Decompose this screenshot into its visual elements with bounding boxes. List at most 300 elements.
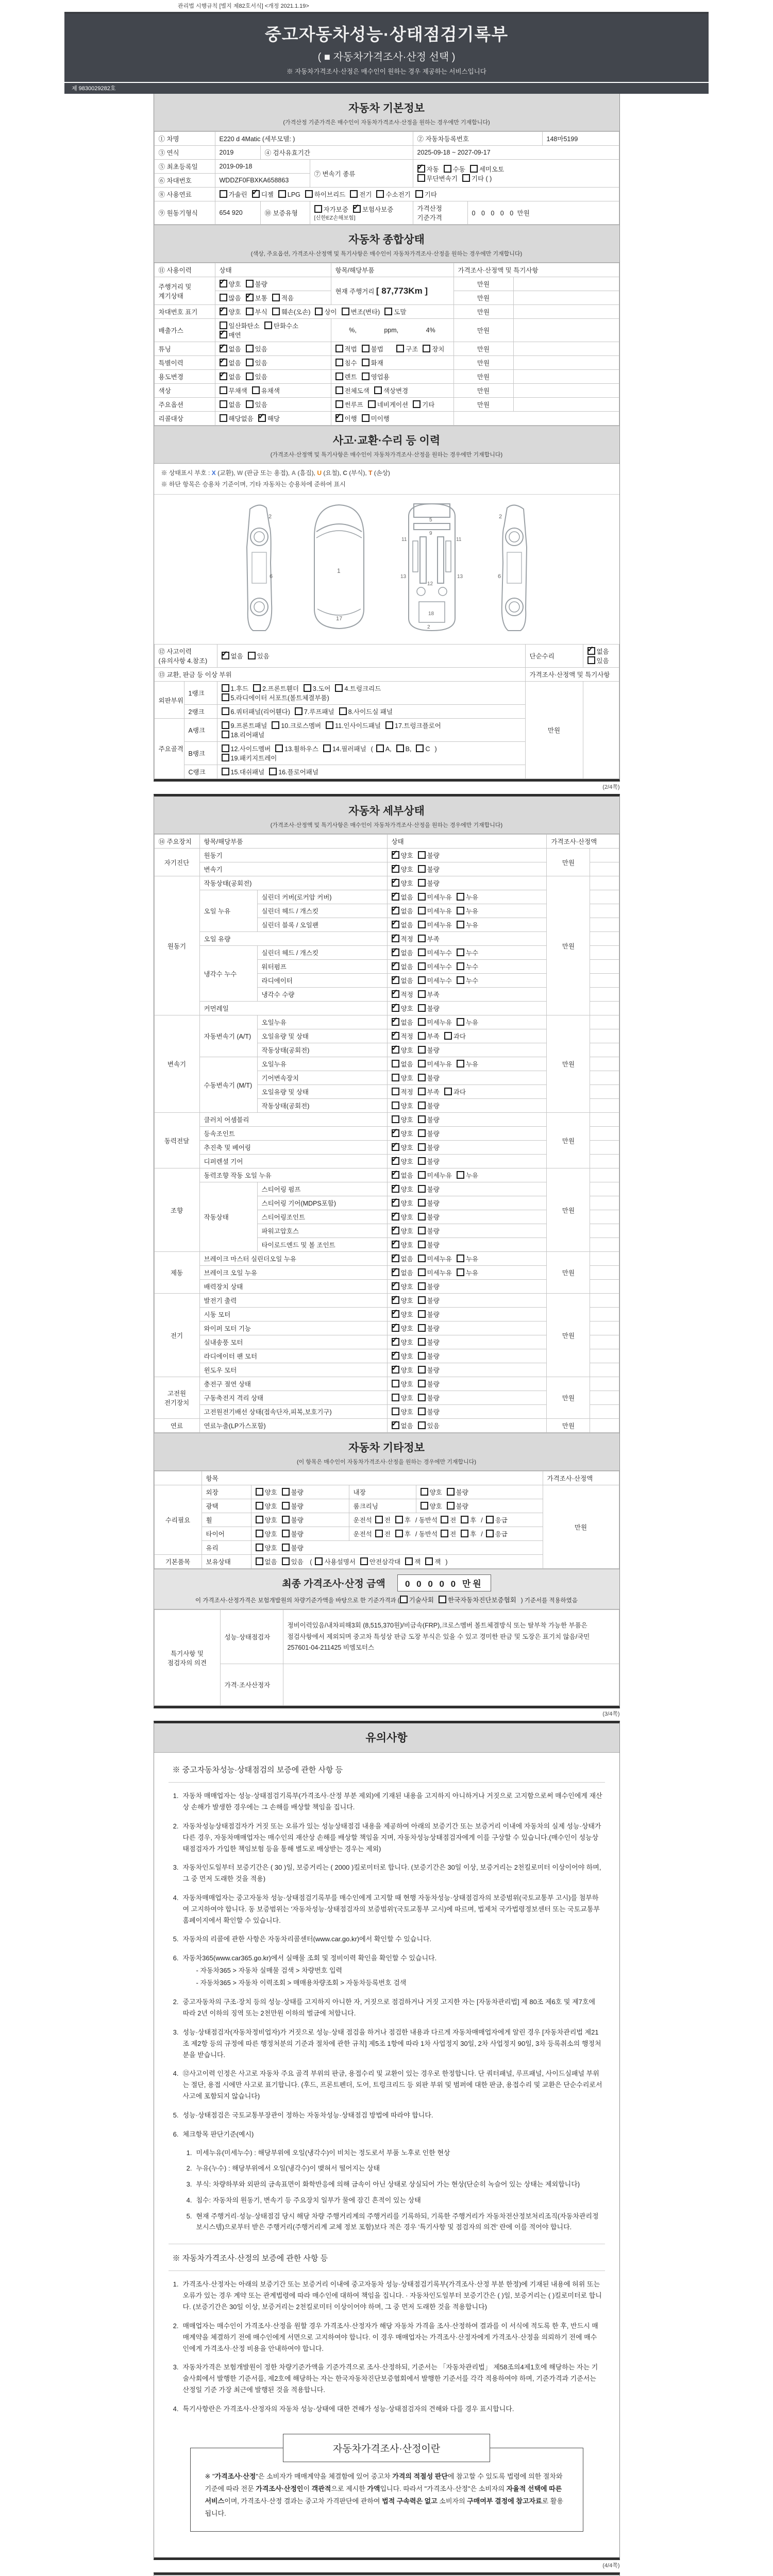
emission-values: %, ppm, 4%	[349, 327, 435, 334]
option-label: 양호	[264, 1517, 277, 1524]
section-title: 자동차 기타정보	[348, 1442, 425, 1454]
check-option	[457, 1059, 478, 1069]
check-option	[418, 1059, 452, 1069]
rank-parts	[217, 765, 525, 779]
item-label: 외장	[201, 1485, 251, 1499]
option-label: 색상변경	[383, 387, 409, 395]
checkbox-icon	[418, 1213, 426, 1221]
checkbox-icon	[342, 308, 349, 315]
diagram-underbody	[398, 501, 465, 635]
check-option	[444, 1087, 466, 1096]
item-cell	[331, 319, 453, 342]
field-label: ② 자동차등록번호	[413, 132, 542, 146]
checkbox-icon	[392, 1171, 399, 1179]
check-option	[418, 934, 440, 943]
check-option	[295, 707, 334, 716]
svg-text:5: 5	[429, 517, 432, 523]
state-checks	[387, 1280, 547, 1294]
item-label: 브레이크 오일 누유	[199, 1266, 387, 1280]
note-cell	[590, 960, 619, 974]
check-option	[392, 948, 413, 957]
checkbox-icon	[385, 721, 393, 729]
svg-text:2: 2	[427, 624, 430, 631]
checkbox-icon	[392, 1227, 399, 1234]
option-label: 15.대쉬패널	[230, 769, 265, 776]
option-label: 없음	[228, 360, 241, 367]
check-option	[418, 1337, 440, 1347]
option-label: 기타	[424, 191, 437, 198]
section-basic-info	[154, 94, 619, 131]
check-option	[392, 1004, 413, 1013]
state-checks	[387, 1405, 547, 1419]
check-option	[252, 386, 280, 395]
check-option	[342, 307, 380, 316]
note-cell	[583, 682, 619, 779]
checkbox-icon	[486, 1530, 494, 1537]
checkbox-icon	[418, 1143, 426, 1151]
check-option	[392, 1296, 413, 1305]
sub-group-label: 자동변속기 (A/T)	[199, 1015, 257, 1057]
price-cell: 만원	[547, 1294, 590, 1377]
option-label: 3.도어	[312, 685, 331, 693]
state-checks	[387, 946, 547, 960]
checkbox-icon	[315, 308, 323, 315]
option-label: 불량	[456, 1489, 468, 1497]
state-checks	[387, 1266, 547, 1280]
checkbox-icon	[421, 1488, 428, 1496]
state-checks	[215, 291, 331, 305]
checkbox-icon	[392, 1352, 399, 1360]
option-label: 도말	[394, 309, 407, 316]
check-option	[457, 1018, 478, 1027]
option-label: 미세누수	[427, 950, 452, 957]
checkbox-icon	[418, 1296, 426, 1304]
state-checks	[251, 1485, 349, 1499]
state-checks	[215, 319, 331, 342]
checkbox-icon	[256, 1516, 263, 1523]
notice-item: 1. 자동차 매매업자는 성능·상태점검기록부(가격조사·산정 부분 제외)에 기재된 내용을 고지하지 아니하거나 거짓으로 고지함으로써 매수인에게 재산상 손해가 발생한 경우에는 그 손해를 배상할 책임을 집니다.	[173, 1792, 602, 1811]
check-option	[335, 372, 357, 381]
checkbox-icon	[447, 1488, 455, 1496]
check-option	[421, 1501, 442, 1511]
check-option	[375, 1529, 391, 1538]
inspection-valid-period: 2025-09-18 ~ 2027-09-17	[413, 146, 619, 160]
checkbox-icon	[457, 1255, 464, 1262]
checkbox-icon	[392, 1421, 399, 1429]
check-option	[253, 684, 299, 693]
group-label: 기본품목	[154, 1555, 201, 1569]
text-fragment: 운전석	[353, 1517, 372, 1524]
item-label: 오일유량 및 상태	[257, 1085, 387, 1099]
option-label: 부족	[427, 1089, 440, 1096]
check-option	[423, 344, 444, 353]
rank-label: B랭크	[184, 742, 217, 765]
option-label: 양호	[400, 1242, 413, 1249]
item-label: 발전기 출력	[199, 1294, 387, 1308]
check-option	[441, 1529, 456, 1538]
field-label: ⑤ 최초등록일	[154, 160, 215, 174]
option-label: 화재	[371, 360, 383, 367]
notice-body	[154, 1753, 619, 2557]
option-label: 누수	[465, 963, 479, 971]
option-label: 불량	[427, 1311, 440, 1319]
option-label: 불량	[427, 1075, 440, 1082]
price-cell: 만원	[547, 849, 590, 876]
state-checks	[387, 918, 547, 932]
checkbox-icon	[362, 372, 369, 380]
check-option	[392, 1073, 413, 1082]
option-label: C	[425, 745, 430, 753]
item-label: 냉각수 수량	[257, 988, 387, 1002]
option-label: 누유	[465, 894, 479, 902]
notice-item: 2. 중고자동차의 구조·장치 등의 성능·상태를 고지하지 아니한 자, 거짓으로 점검하거나 거짓 고지한 자는 [자동차관리법] 제 80조 제6호 및 제7호에 따라 2년 이하의 징역 또는 2천만원 이하의 벌금에 처합니다.	[173, 1998, 596, 2018]
check-option	[392, 1337, 413, 1347]
option-label: 없음	[400, 1172, 413, 1180]
option-label: 가솔린	[228, 191, 247, 198]
checkbox-icon	[376, 744, 384, 752]
state-checks	[387, 974, 547, 988]
option-label: 이행	[344, 415, 357, 422]
checkbox-icon	[335, 400, 343, 408]
price-cell: 만원	[547, 1377, 590, 1419]
check-option	[256, 1543, 277, 1552]
option-label: 양호	[400, 1283, 413, 1291]
checkbox-icon	[282, 1502, 290, 1510]
sub-group-label: 오일 누유	[199, 890, 257, 932]
item-label: 윈도우 모터	[199, 1363, 387, 1377]
comprehensive-table	[154, 263, 619, 426]
option-label: 양호	[400, 880, 413, 888]
checkbox-icon	[392, 1338, 399, 1346]
state-checks	[387, 1113, 547, 1127]
option-label: 1.후드	[230, 685, 249, 693]
checkbox-icon	[441, 1530, 448, 1537]
checkbox-icon	[246, 294, 254, 301]
check-option	[421, 1487, 442, 1497]
checkbox-icon	[418, 1268, 426, 1276]
state-checks	[251, 1513, 349, 1527]
note-cell	[590, 1377, 619, 1391]
checkbox-icon	[220, 308, 227, 315]
appraiser-opinion-text	[283, 1664, 619, 1706]
check-option	[256, 1515, 277, 1524]
state-checks	[387, 890, 547, 904]
option-label: 불량	[427, 866, 440, 874]
option-label: 무단변속기	[426, 175, 458, 182]
check-option	[418, 1212, 440, 1222]
note-cell	[590, 1043, 619, 1057]
state-checks	[387, 1419, 547, 1433]
state-checks	[387, 904, 547, 918]
check-option	[418, 892, 452, 902]
note-cell	[590, 918, 619, 932]
diagram-side-right	[494, 501, 534, 635]
field-label: ⑧ 사용연료	[154, 188, 215, 201]
notice-item: 3. 자동차인도일부터 보증기간은 ( 30 )일, 보증거리는 ( 2000 )킬로미터로 합니다. (보증기간은 30일 이상, 보증거리는 2천킬로미터 이상이어야 하며, 그 중 먼저 도래한 것을 적용)	[173, 1863, 601, 1883]
checkbox-icon	[392, 1241, 399, 1248]
item-label: 라디에이터	[257, 974, 387, 988]
note-cell	[590, 1015, 619, 1029]
check-option	[418, 1421, 440, 1430]
diagram-body-top	[308, 501, 370, 635]
price-cell: 만원	[453, 384, 513, 398]
option-label: 미세누유	[427, 908, 452, 916]
diagram-side-left	[240, 501, 280, 635]
checkbox-icon	[486, 1516, 494, 1523]
note-cell	[513, 356, 619, 370]
checkbox-icon	[392, 893, 399, 901]
option-label: 양호	[400, 1311, 413, 1319]
state-checks	[387, 1238, 547, 1252]
svg-text:6: 6	[497, 573, 501, 580]
notice-item: 2. 자동차성능상태점검자가 거짓 또는 오류가 있는 성능상태점검 내용을 제공하여 아래의 보증기간 또는 보증거리 이내에 자동차의 실제 성능·상태가 다른 경우, 자동차매매업자는 매수인의 재산상 손해를 배상할 책임을 지며, 자동차성능상태점검자에게 이를 구상할 수 있습니다.(매수인이 성능상태점검자가 가입한 책임보험 등을 통해 별도로 배상받는 경우는 제외)	[173, 1822, 601, 1853]
state-checks	[387, 1071, 547, 1085]
state-checks	[387, 1057, 547, 1071]
option-label: 없음	[230, 653, 243, 660]
checkbox-icon	[413, 400, 421, 408]
check-option	[392, 920, 413, 929]
option-label: 불량	[427, 1381, 440, 1388]
checkbox-icon	[392, 1380, 399, 1387]
option-label: 누유	[465, 1256, 479, 1263]
check-option	[222, 753, 277, 762]
check-option	[418, 1004, 440, 1013]
checkbox-icon	[418, 1421, 426, 1429]
section-subtitle: (가격조사·산정액 및 특기사항은 매수인이 자동차가격조사·산정을 원하는 경우에만 기재합니다)	[270, 822, 503, 829]
checkbox-icon	[392, 1366, 399, 1374]
state-checks	[387, 1141, 547, 1155]
option-label: 4.트렁크리드	[344, 685, 381, 693]
option-label: 12.사이드멤버	[230, 745, 271, 753]
option-label: 없음	[400, 963, 413, 971]
option-label: 불량	[427, 1353, 440, 1361]
option-label: 누유	[465, 908, 479, 916]
option-label: 없음	[228, 346, 241, 353]
option-label: 불량	[291, 1489, 304, 1497]
field-label: ⑩ 보증유형	[260, 201, 310, 225]
check-option	[222, 693, 329, 702]
note-cell	[513, 277, 619, 291]
svg-text:1: 1	[337, 567, 341, 575]
checkbox-icon	[269, 768, 277, 775]
option-label: 부식	[255, 309, 267, 316]
option-label: 양호	[400, 1367, 413, 1375]
checkbox-icon	[418, 865, 426, 873]
item-label: 광택	[201, 1499, 251, 1513]
option-label: 양호	[400, 1353, 413, 1361]
section-title: 자동차 종합상태	[348, 234, 425, 246]
checkbox-icon	[418, 1380, 426, 1387]
option-label: 양호	[400, 1339, 413, 1347]
state-checks	[387, 876, 547, 890]
option-label: 적정	[400, 1033, 413, 1041]
item-label: 파워고압호스	[257, 1224, 387, 1238]
engine-type: 654 920	[215, 201, 260, 225]
option-label: 양호	[400, 1075, 413, 1082]
checkbox-icon	[470, 165, 478, 173]
notice-item: 4. ⑫사고이력 인정은 사고로 자동차 주요 골격 부위의 판금, 용접수리 및 교환이 있는 경우로 한정합니다. 단 쿼터패널, 루프패널, 사이드실패널 부위는 절단, 용접 시에만 사고로 표기합니다. (후드, 프론트펜더, 도어, 트렁크리드 등 외판 부위 및 범퍼에 대한 판금, 용접수리 및 교환은 단순수리로서 사고에 포함되지 않습니다)	[173, 2070, 602, 2100]
price-survey-info-box	[190, 2443, 583, 2532]
column-header: 가격조사·산정액 및 특기사항	[453, 263, 619, 277]
check-option	[362, 358, 383, 367]
option-label: 14.필러패널	[332, 745, 366, 753]
device-group-label: 조향	[154, 1168, 199, 1252]
option-label: 훼손(오손)	[281, 309, 311, 316]
state-checks	[387, 1377, 547, 1391]
check-option	[385, 721, 441, 730]
item-cell	[331, 342, 453, 356]
page-title: 중고자동차성능·상태점검기록부	[264, 25, 509, 44]
checkbox-icon	[392, 1394, 399, 1401]
check-option	[304, 684, 331, 693]
inspector-opinion-table	[154, 1609, 619, 1706]
check-option	[457, 892, 478, 902]
check-option	[418, 990, 440, 999]
option-label: 장치	[432, 346, 445, 353]
row-label: 배출가스	[154, 319, 215, 342]
checkbox-icon	[392, 1115, 399, 1123]
checkbox-icon	[418, 976, 426, 984]
accident-table	[154, 644, 619, 779]
option-label: 양호	[400, 1144, 413, 1152]
price-survey-box-title: 자동차가격조사·산정이란	[283, 2434, 490, 2462]
checkbox-icon	[350, 190, 358, 198]
check-option	[418, 1018, 452, 1027]
checkbox-icon	[416, 744, 424, 752]
checkbox-icon	[392, 1310, 399, 1318]
option-label: 있음	[255, 346, 267, 353]
checkbox-icon	[418, 1394, 426, 1401]
checkbox-icon	[323, 744, 331, 752]
price-cell: 만원	[453, 370, 513, 384]
state-checks	[215, 384, 331, 398]
option-label: 썬루프	[344, 401, 363, 409]
check-option	[447, 1501, 468, 1511]
field-label: ⑥ 차대번호	[154, 174, 215, 188]
checkbox-icon	[392, 1324, 399, 1332]
checkbox-icon	[418, 935, 426, 942]
sheet-2	[154, 794, 620, 1708]
option-label: 응급	[495, 1517, 508, 1524]
item-label: 실린더 헤드 / 개스킷	[257, 946, 387, 960]
check-option	[392, 1268, 413, 1277]
notice-subitem: 5. 현재 주행거리·성능·상태점검 당시 해당 차량 주행거리계의 주행거리를 기록하되, 기록한 주행거리가 자동차전산정보처리조직(자동차관리정보시스템)으로부터 받은 주행거리(주행거리계 교체 정보 포함)보다 적은 경우 '특기사항 및 점검자의 의견' 란에 이를 적어야 합니다.	[186, 2212, 599, 2231]
check-option	[457, 962, 478, 971]
checkbox-icon	[258, 414, 266, 422]
note-cell	[513, 384, 619, 398]
option-label: 없음	[400, 1422, 413, 1430]
state-checks	[387, 1099, 547, 1113]
checkbox-icon	[418, 1408, 426, 1415]
check-option	[392, 1310, 413, 1319]
item-label: 작동상태(공회전)	[257, 1099, 387, 1113]
notice-section-heading: ※ 중고자동차성능·상태점검의 보증에 관한 사항 등	[169, 1756, 605, 1783]
vin: WDDZF0FBXKA658863	[215, 174, 310, 188]
option-label: 불량	[291, 1517, 304, 1524]
state-checks	[387, 960, 547, 974]
device-group-label: 자기진단	[154, 849, 199, 876]
status-code: A	[291, 469, 296, 477]
wheel-positions	[349, 1513, 543, 1527]
item-label: 브레이크 마스터 실린더오일 누유	[199, 1252, 387, 1266]
option-label: 양호	[264, 1531, 277, 1538]
item-label: 스티어링조인트	[257, 1210, 387, 1224]
option-label: 잭	[434, 1558, 441, 1566]
option-label: 있음	[596, 657, 609, 665]
check-option	[457, 906, 478, 916]
check-option	[256, 1487, 277, 1497]
option-label: 보험사보증	[362, 206, 394, 213]
checkbox-icon	[376, 190, 384, 198]
check-option	[256, 1501, 277, 1511]
notice-subline: - 자동차365 > 자동차 이력조회 > 매매용차량조회 > 자동차등록번호 검색	[196, 1979, 407, 1987]
check-option	[272, 721, 321, 730]
row-label: 용도변경	[154, 370, 215, 384]
option-label: 세미오토	[479, 165, 505, 173]
column-header: ⑬ 교환, 판금 등 이상 부위	[154, 668, 525, 682]
check-option	[392, 1226, 413, 1235]
option-label: 탄화수소	[273, 323, 299, 330]
check-option	[326, 721, 381, 730]
checkbox-icon	[304, 684, 311, 692]
checkbox-icon	[418, 1241, 426, 1248]
checkbox-icon	[220, 190, 227, 198]
option-label: 부족	[427, 1033, 440, 1041]
check-option	[272, 307, 311, 316]
field-label: 가격산정 기준가격	[413, 201, 467, 225]
check-option	[392, 1379, 413, 1388]
check-option	[418, 1073, 440, 1082]
checkbox-icon	[246, 400, 254, 408]
option-label: 하이브리드	[314, 191, 346, 198]
rank-label: A랭크	[184, 719, 217, 742]
checkbox-icon	[256, 1557, 263, 1565]
checkbox-icon	[587, 656, 595, 664]
checkbox-icon	[392, 907, 399, 914]
check-option	[418, 1268, 452, 1277]
option-label: 무채색	[228, 387, 247, 395]
column-header: 가격조사·산정액 및 특기사항	[525, 668, 619, 682]
section-accident	[154, 426, 619, 464]
item-label: 고전원전기배선 상태(접속단자,피복,보호기구)	[199, 1405, 387, 1419]
notice-subitem: 4. 침수: 자동차의 원동기, 변속기 등 주요장치 일부가 물에 잠긴 흔적이 있는 상태	[186, 2196, 421, 2204]
checkbox-icon	[392, 976, 399, 984]
check-option	[418, 1240, 440, 1249]
check-option	[315, 1557, 355, 1566]
checkbox-icon	[423, 345, 430, 352]
option-label: 있음	[427, 1422, 440, 1430]
checkbox-icon	[392, 1255, 399, 1262]
check-option	[418, 1031, 440, 1041]
option-label: 불량	[427, 1297, 440, 1305]
check-option	[418, 1171, 452, 1180]
check-option	[405, 1557, 421, 1566]
note-cell	[590, 1363, 619, 1377]
checkbox-icon	[374, 386, 382, 394]
option-label: 불량	[427, 1144, 440, 1152]
section-subtitle: (가격산정 기준가격은 매수인이 자동차가격조사·산정을 원하는 경우에만 기재합니다)	[283, 120, 490, 126]
svg-text:18: 18	[428, 611, 434, 617]
check-option	[220, 400, 241, 409]
item-label: 클러치 어셈블리	[199, 1113, 387, 1127]
option-label: 양호	[400, 1005, 413, 1013]
checkbox-icon	[418, 921, 426, 928]
checkbox-icon	[587, 647, 595, 655]
check-option	[392, 976, 413, 985]
state-checks	[387, 932, 547, 946]
note-cell	[590, 932, 619, 946]
notice-item: 1. 가격조사·산정자는 아래의 보증기간 또는 보증거리 이내에 중고자동차 성능·상태점검기록부(가격조사·산정 부분 한정)에 기재된 내용에 허위 또는 오류가 있는 경우 계약 또는 관계법령에 따라 매수인에 대하여 책임을 집니다. · 자동차인도일부터 보증기간은 ( )일, 보증거리는 ( )킬로미터로 합니다. (보증기간은 30일 이상, 보증거리는 2천킬로미터 이상이어야 하며, 그 중 먼저 도래한 것을 적용합니다)	[173, 2280, 602, 2311]
